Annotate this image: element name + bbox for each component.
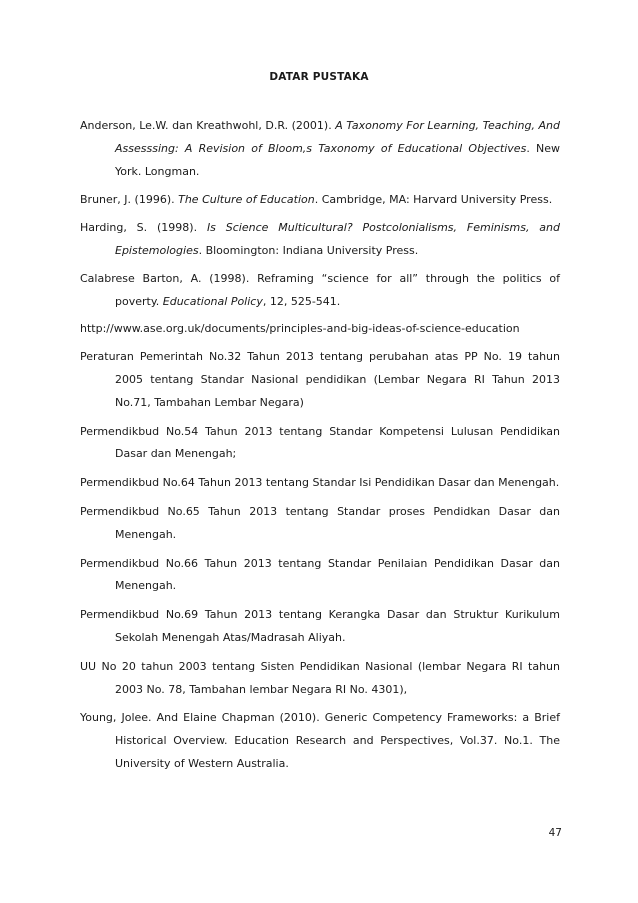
reference-text: Permendikbud No.64 Tahun 2013 tentang Standar Isi Pendidikan Dasar dan Menengah. — [80, 476, 560, 490]
reference-item — [80, 472, 560, 495]
reference-text: Young, Jolee. And Elaine Chapman (2010). Generic Competency Frameworks: a Brief Historical Overview. Education Research and Perspectives, Vol.37. No.1. The University of Western Australia. — [80, 711, 560, 770]
reference-text: UU No 20 tahun 2003 tentang Sisten Pendidikan Nasional (lembar Negara RI tahun 2003 No. 78, Tambahan lembar Negara RI No. 4301), — [80, 659, 560, 696]
reference-item — [80, 115, 560, 183]
reference-item — [80, 217, 560, 263]
reference-item — [80, 346, 560, 414]
reference-text: Bruner, J. (1996). — [80, 193, 179, 207]
reference-text: Permendikbud No.66 Tahun 2013 tentang Standar Penilaian Pendidikan Dasar dan Menengah. — [80, 556, 560, 593]
reference-italic-title: The Culture of Education — [178, 193, 315, 207]
reference-text-tail: . Bloomington: Indiana University Press. — [198, 243, 419, 257]
reference-item — [80, 421, 560, 467]
reference-item — [80, 656, 560, 702]
reference-url — [80, 318, 560, 341]
reference-text: Anderson, Le.W. dan Kreathwohl, D.R. (2001). — [80, 119, 336, 132]
reference-text-tail: . Cambridge, MA: Harvard University Press. — [314, 193, 553, 207]
reference-text: Peraturan Pemerintah No.32 Tahun 2013 tentang perubahan atas PP No. 19 tahun 2005 tentang Standar Nasional pendidikan (Lembar Negara RI Tahun 2013 No.71, Tambahan Lembar Negara) — [80, 350, 560, 409]
reference-italic-title: Is Science Multicultural? Postcolonialisms, Feminisms, and Epistemologies — [115, 221, 560, 257]
reference-italic-title: Educational Policy — [162, 294, 263, 308]
reference-item — [80, 189, 560, 212]
reference-text-tail: . New York. Longman. — [115, 141, 560, 178]
reference-text: Permendikbud No.65 Tahun 2013 tentang Standar proses Pendidkan Dasar dan Menengah. — [80, 504, 560, 541]
reference-list — [80, 115, 560, 782]
page-title: DATAR PUSTAKA — [269, 71, 369, 83]
reference-text: Permendikbud No.69 Tahun 2013 tentang Kerangka Dasar dan Struktur Kurikulum Sekolah Menengah Atas/Madrasah Aliyah. — [80, 608, 560, 644]
reference-text-tail: , 12, 525-541. — [262, 294, 341, 308]
reference-text: Permendikbud No.54 Tahun 2013 tentang Standar Kompetensi Lulusan Pendidikan Dasar dan Menengah; — [80, 424, 560, 461]
reference-text: Calabrese Barton, A. (1998). Reframing “science for all” through the politics of poverty. — [80, 271, 560, 308]
reference-italic-title: A Taxonomy For Learning, Teaching, And Assesssing: A Revision of Bloom,s Taxonomy of Educational Objectives — [115, 119, 560, 155]
reference-text: Harding, S. (1998). — [80, 221, 207, 235]
page-number: 47 — [548, 827, 562, 839]
reference-item — [80, 707, 560, 775]
reference-item — [80, 501, 560, 547]
reference-text: http://www.ase.org.uk/documents/principles-and-big-ideas-of-science-education — [80, 322, 520, 336]
reference-item — [80, 604, 560, 650]
reference-item — [80, 268, 560, 314]
reference-item — [80, 553, 560, 599]
